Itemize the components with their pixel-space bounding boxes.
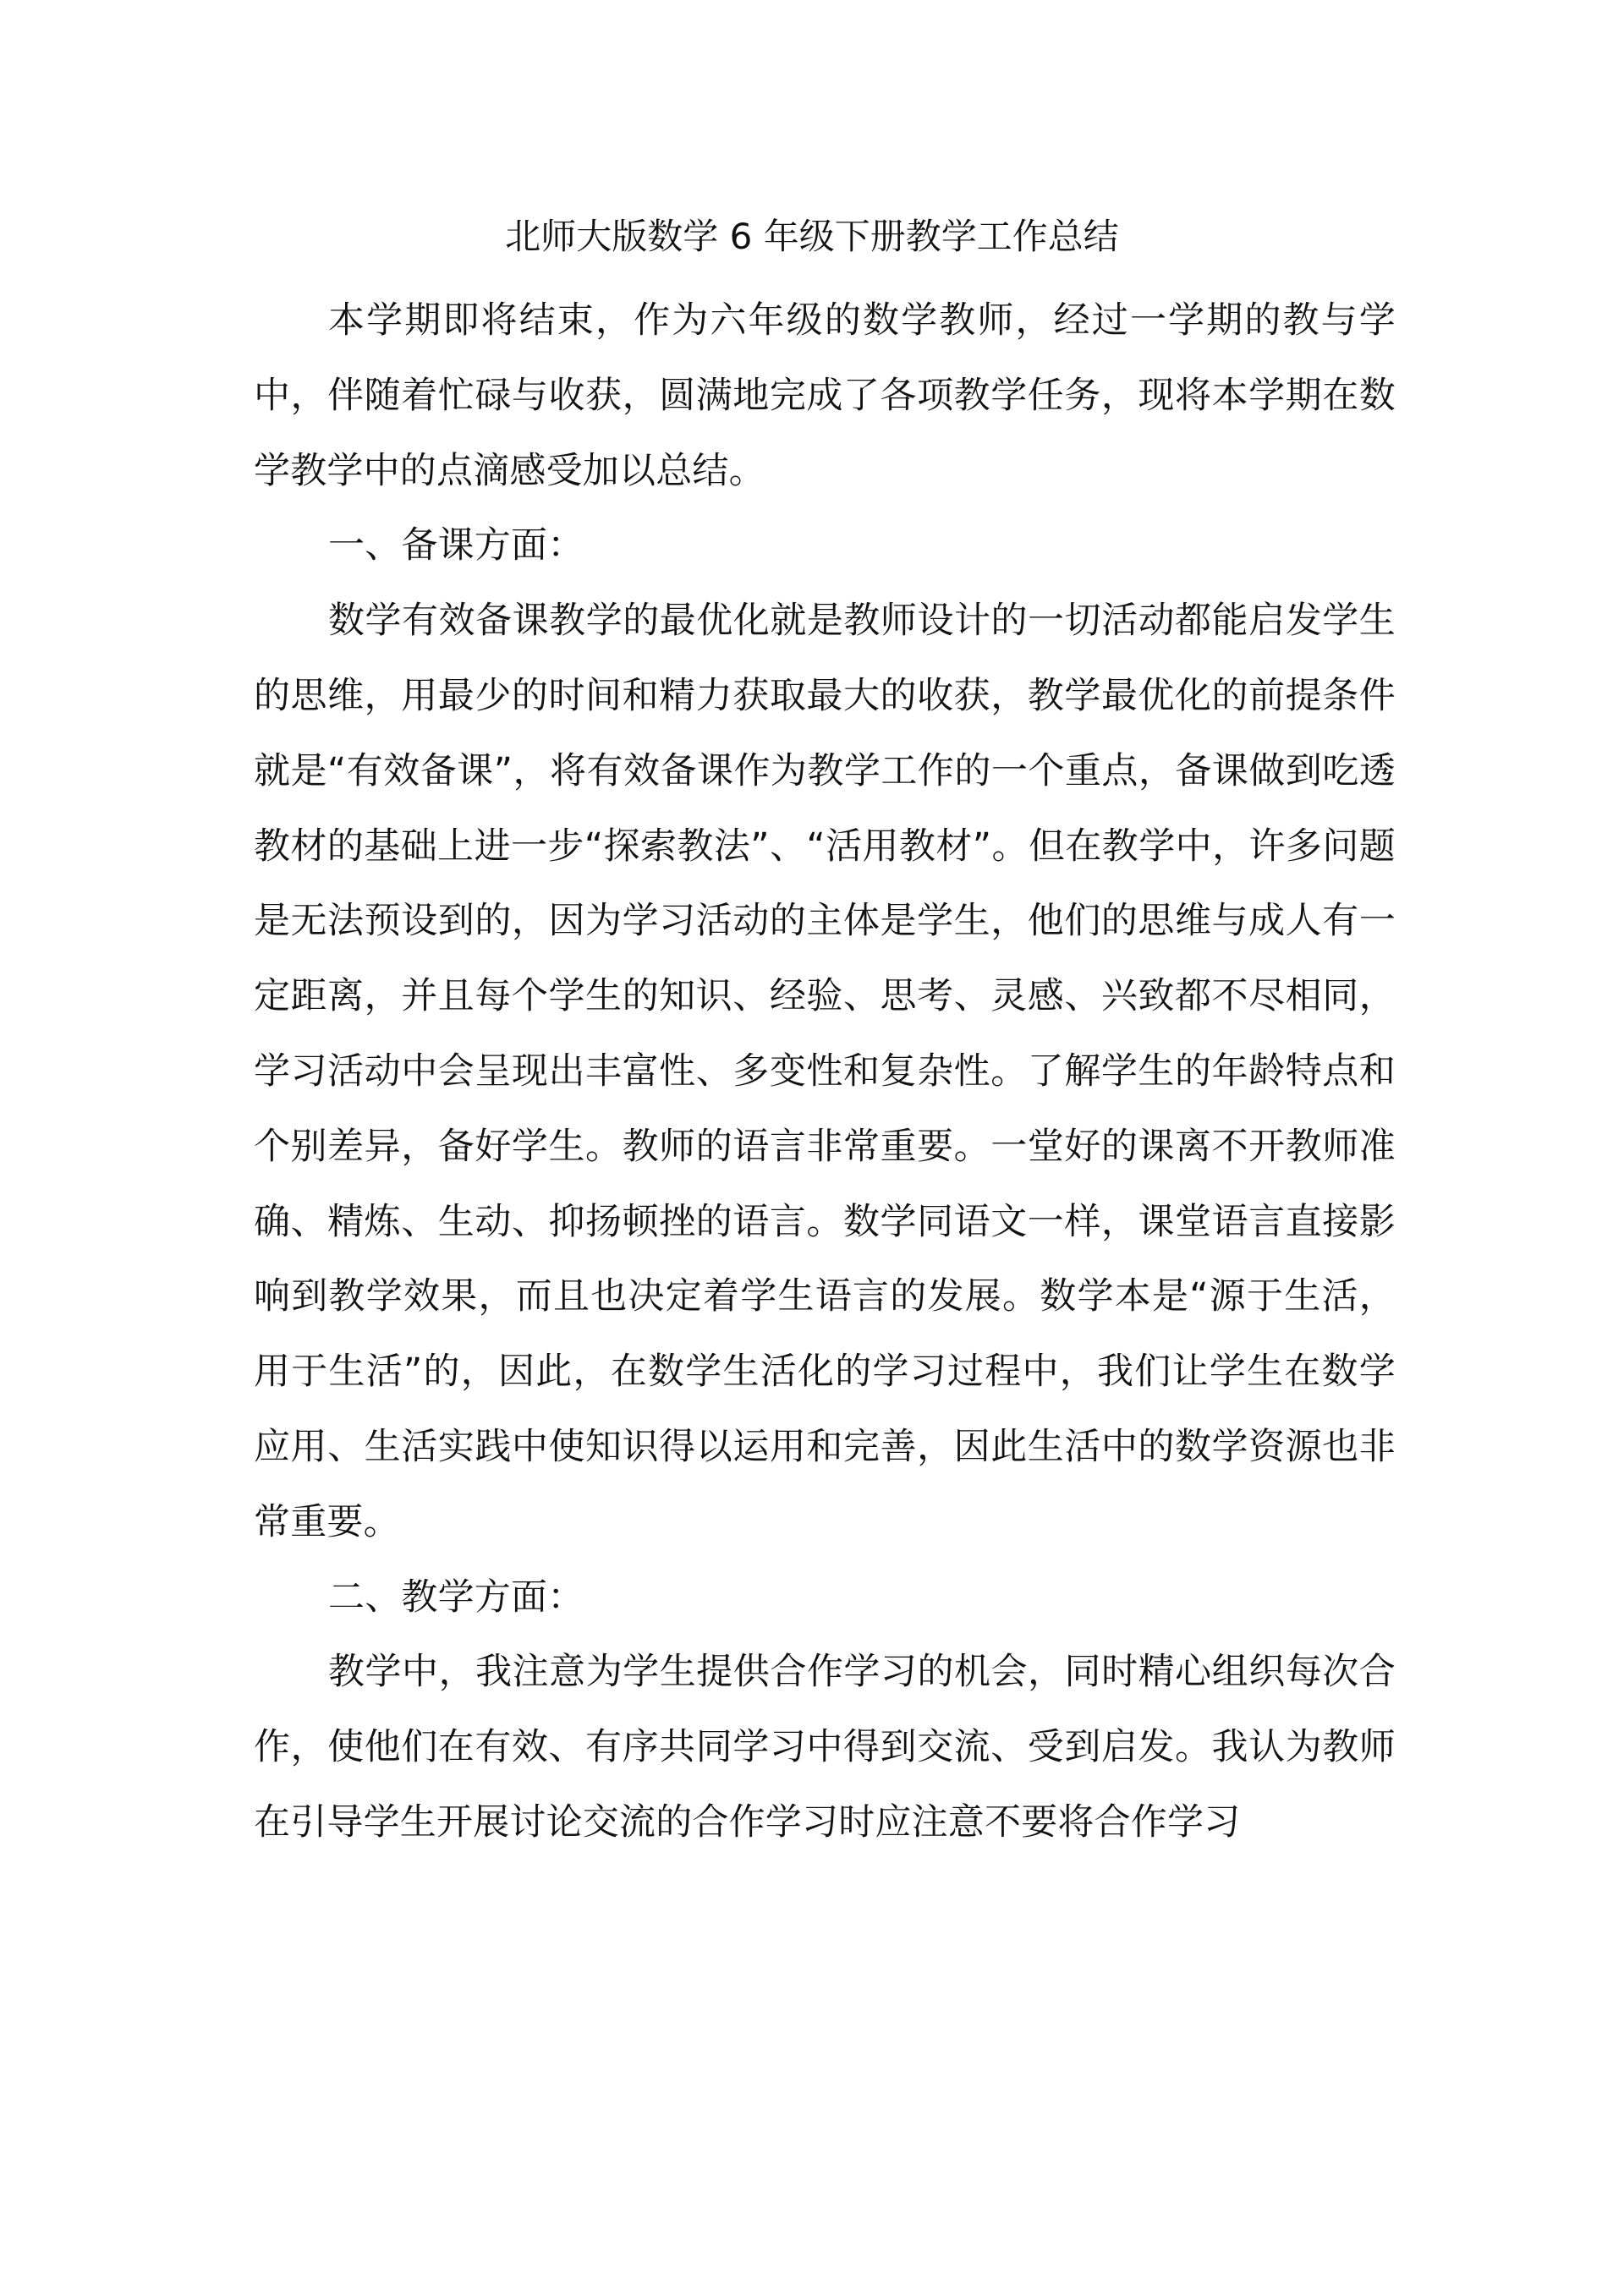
section-heading-lesson-prep: 一、备课方面： <box>328 524 584 567</box>
document-body <box>254 283 1396 1860</box>
paragraph-intro: 本学期即将结束，作为六年级的数学教师，经过一学期的教与学中，伴随着忙碌与收获，圆满地完成了各项教学任务，现将本学期在数学教学中的点滴感受加以总结。 <box>254 299 1396 492</box>
section-heading-teaching: 二、教学方面： <box>328 1575 584 1619</box>
paragraph-teaching: 教学中，我注意为学生提供合作学习的机会，同时精心组织每次合作，使他们在有效、有序共同学习中得到交流、受到启发。我认为教师在引导学生开展讨论交流的合作学习时应注意不要将合作学习 <box>254 1651 1396 1844</box>
paragraph-lesson-prep: 数学有效备课教学的最优化就是教师设计的一切活动都能启发学生的思维，用最少的时间和精力获取最大的收获，教学最优化的前提条件就是“有效备课”，将有效备课作为教学工作的一个重点，备课做到吃透教材的基础上进一步“探索教法”、“活用教材”。但在教学中，许多问题是无法预设到的，因为学习活动的主体是学生，他们的思维与成人有一定距离，并且每个学生的知识、经验、思考、灵感、兴致都不尽相同，学习活动中会呈现出丰富性、多变性和复杂性。了解学生的年龄特点和个别差异，备好学生。教师的语言非常重要。一堂好的课离不开教师准确、精炼、生动、抑扬顿挫的语言。数学同语文一样，课堂语言直接影响到教学效果，而且也决定着学生语言的发展。数学本是“源于生活，用于生活”的，因此，在数学生活化的学习过程中，我们让学生在数学应用、生活实践中使知识得以运用和完善，因此生活中的数学资源也非常重要。 <box>254 600 1396 1543</box>
document-title: 北师大版数学 6 年级下册教学工作总结 <box>505 216 1119 257</box>
